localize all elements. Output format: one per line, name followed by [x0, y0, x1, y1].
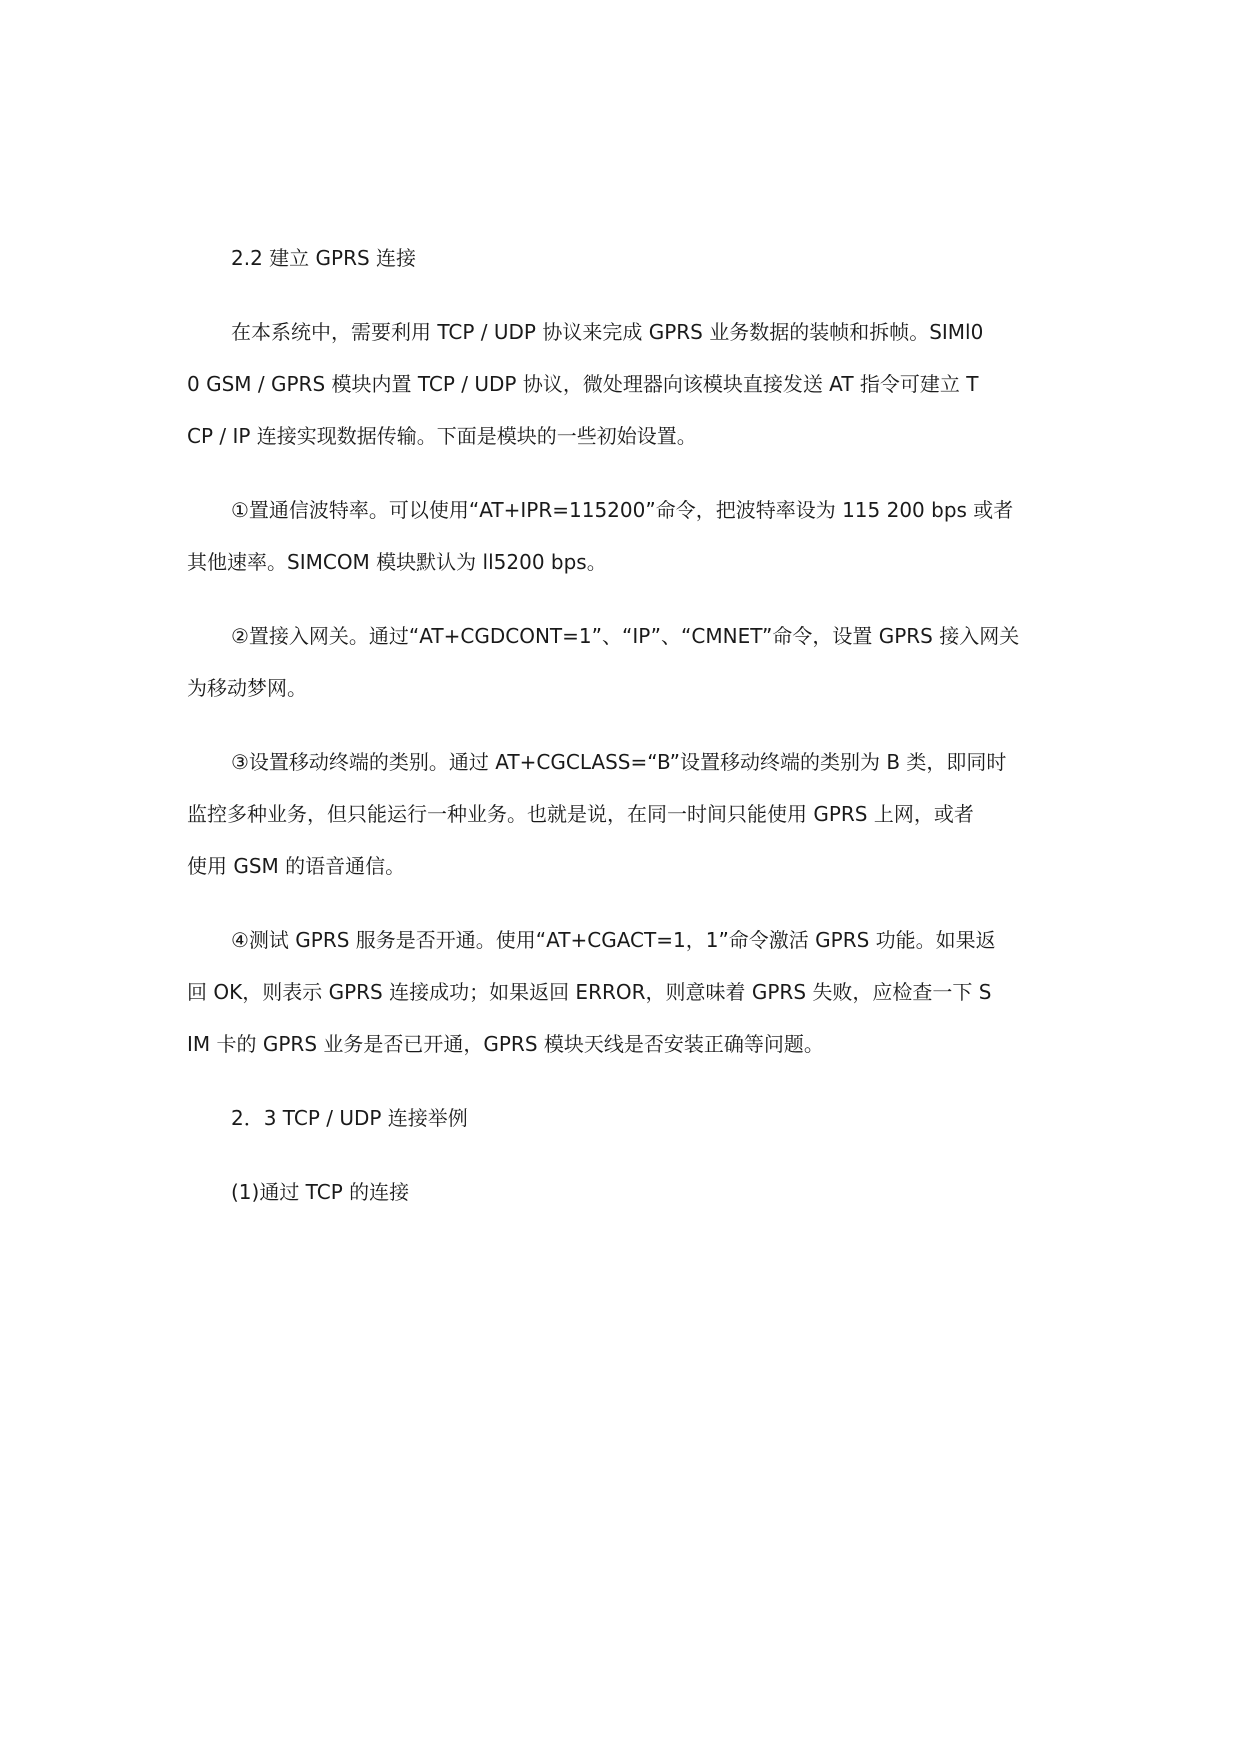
intro-line: 0 GSM / GPRS 模块内置 TCP / UDP 协议，微处理器向该模块直接发送 AT 指令可建立 T — [187, 372, 979, 396]
intro-line: CP / IP 连接实现数据传输。下面是模块的一些初始设置。 — [187, 424, 697, 448]
step-3-line: 使用 GSM 的语音通信。 — [187, 854, 406, 878]
section-2-2-heading: 2.2 建立 GPRS 连接 — [231, 246, 417, 270]
step-1-line: 其他速率。SIMCOM 模块默认为 ll5200 bps。 — [187, 550, 607, 574]
step-4-line: IM 卡的 GPRS 业务是否已开通，GPRS 模块天线是否安装正确等问题。 — [187, 1032, 824, 1056]
step-3-line: 监控多种业务，但只能运行一种业务。也就是说，在同一时间只能使用 GPRS 上网，或者 — [187, 802, 974, 826]
step-4-line: 回 OK，则表示 GPRS 连接成功；如果返回 ERROR，则意味着 GPRS 失败，应检查一下 S — [187, 980, 992, 1004]
step-3-paragraph — [187, 736, 1055, 892]
intro-paragraph — [187, 306, 1055, 462]
step-2-paragraph — [187, 610, 1055, 714]
step-4-paragraph — [187, 914, 1055, 1070]
step-2-line: ②置接入网关。通过“AT+CGDCONT=1”、“IP”、“CMNET”命令，设置 GPRS 接入网关 — [231, 624, 1020, 648]
intro-line: 在本系统中，需要利用 TCP / UDP 协议来完成 GPRS 业务数据的装帧和拆帧。SIMl0 — [231, 320, 984, 344]
section-2-3-heading: 2．3 TCP / UDP 连接举例 — [231, 1106, 468, 1130]
step-4-line: ④测试 GPRS 服务是否开通。使用“AT+CGACT=1，1”命令激活 GPRS 功能。如果返 — [231, 928, 996, 952]
step-1-paragraph — [187, 484, 1055, 588]
step-1-line: ①置通信波特率。可以使用“AT+IPR=115200”命令，把波特率设为 115 200 bps 或者 — [231, 498, 1014, 522]
document-body — [187, 232, 1055, 1218]
step-2-line: 为移动梦网。 — [187, 676, 307, 700]
subsection-1-heading: (1)通过 TCP 的连接 — [231, 1180, 410, 1204]
step-3-line: ③设置移动终端的类别。通过 AT+CGCLASS=“B”设置移动终端的类别为 B 类，即同时 — [231, 750, 1007, 774]
